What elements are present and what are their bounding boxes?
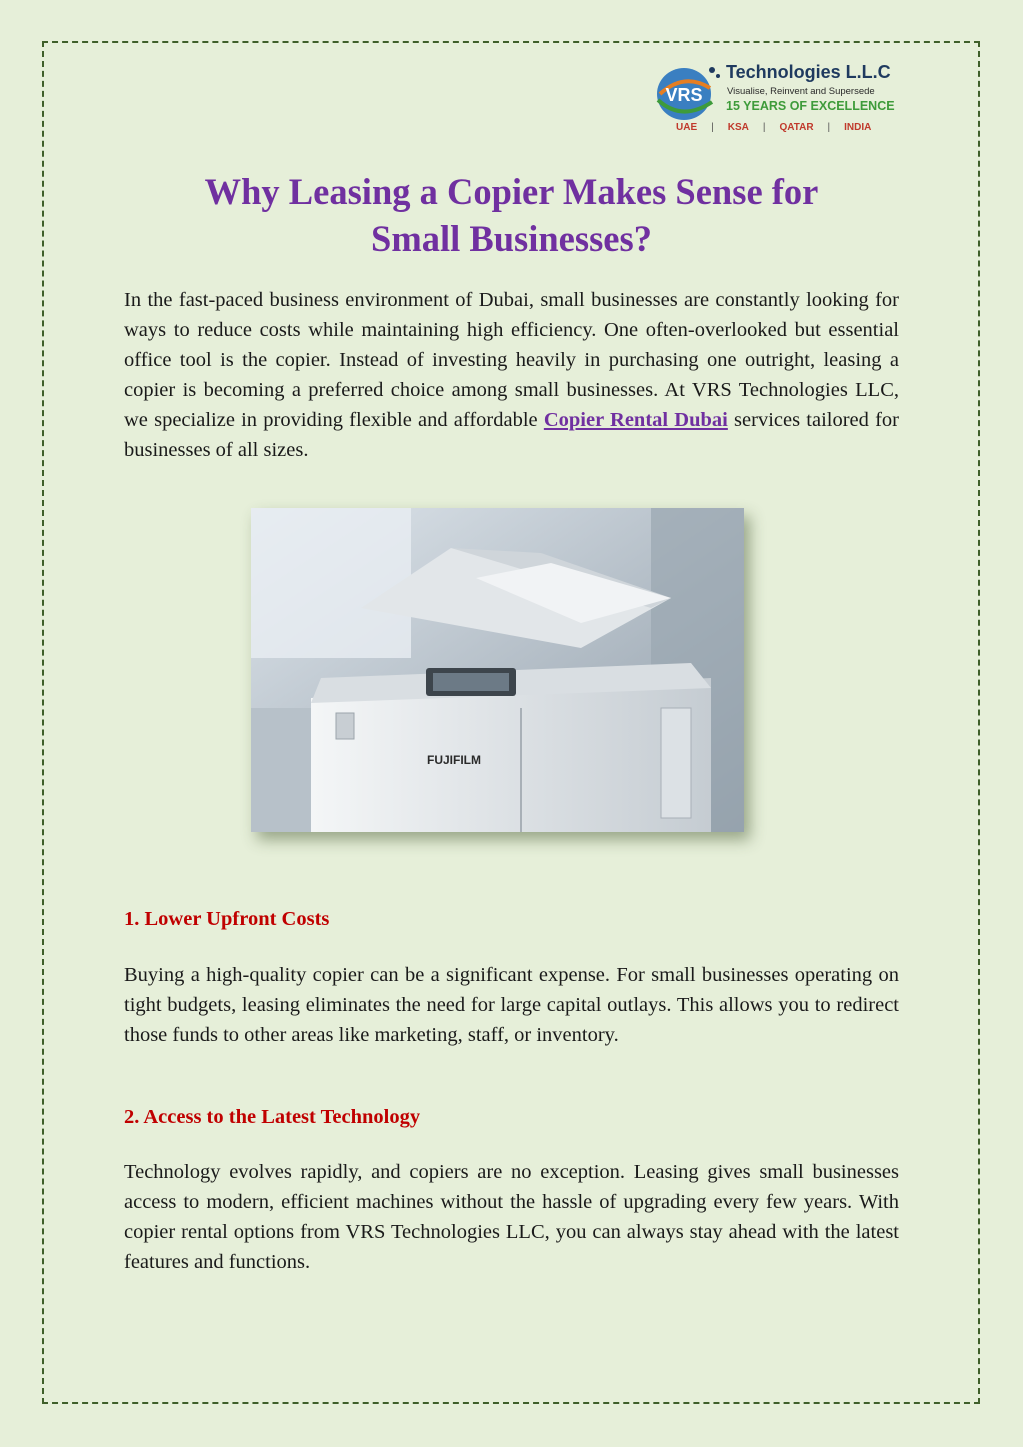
copier-brand-label: FUJIFILM [427, 753, 481, 767]
copier-rental-dubai-link[interactable]: Copier Rental Dubai [543, 409, 728, 431]
title-line-1: Why Leasing a Copier Makes Sense for [204, 171, 819, 212]
region-ksa: KSA [727, 122, 749, 133]
region-uae: UAE [676, 122, 698, 133]
region-qatar: QATAR [779, 122, 814, 133]
section-body-lower-costs: Buying a high-quality copier can be a significant expense. For small businesses operating on tight budgets, leasing eliminates the need for large capital outlays. This allows you to redirect those funds to other areas like marketing, staff, or inventory. [124, 964, 899, 1046]
section-heading-latest-technology: 2. Access to the Latest Technology [124, 1106, 421, 1128]
page-title [0, 168, 1023, 262]
intro-paragraph [124, 285, 899, 465]
region-separator: | [762, 122, 766, 133]
region-separator: | [711, 122, 714, 133]
section-heading-lower-costs: 1. Lower Upfront Costs [124, 908, 330, 930]
logo-tagline: Visualise, Reinvent and Supersede [727, 86, 875, 97]
region-india: INDIA [844, 122, 872, 133]
globe-logo-icon [652, 64, 722, 122]
copier-photo [251, 508, 744, 832]
region-separator: | [827, 122, 831, 133]
section-body-latest-technology: Technology evolves rapidly, and copiers are no exception. Leasing gives small businesses access to modern, efficient machines without the hassle of upgrading every few years. With copier rental options from VRS Technologies LLC, you can always stay ahead with the latest features and functions. [124, 1161, 899, 1273]
intro-text-end: services tailored for businesses of all sizes. [124, 409, 899, 461]
vrs-logo[interactable] [652, 58, 912, 140]
logo-company-name: Technologies L.L.C [726, 62, 891, 82]
title-line-2: Small Businesses? [371, 218, 652, 259]
intro-text: In the fast-paced business environment of Dubai, small businesses are constantly looking for ways to reduce costs while maintaining high efficiency. One often-overlooked but essential office tool is the copier. Instead of investing heavily in purchasing one outright, leasing a copier is becoming a preferred choice among small businesses. At VRS Technologies LLC, we specialize in providing flexible and affordable [124, 289, 899, 431]
logo-mark: VRS [665, 85, 703, 105]
logo-years-badge: 15 YEARS OF EXCELLENCE [726, 99, 895, 113]
logo-regions [676, 122, 871, 133]
